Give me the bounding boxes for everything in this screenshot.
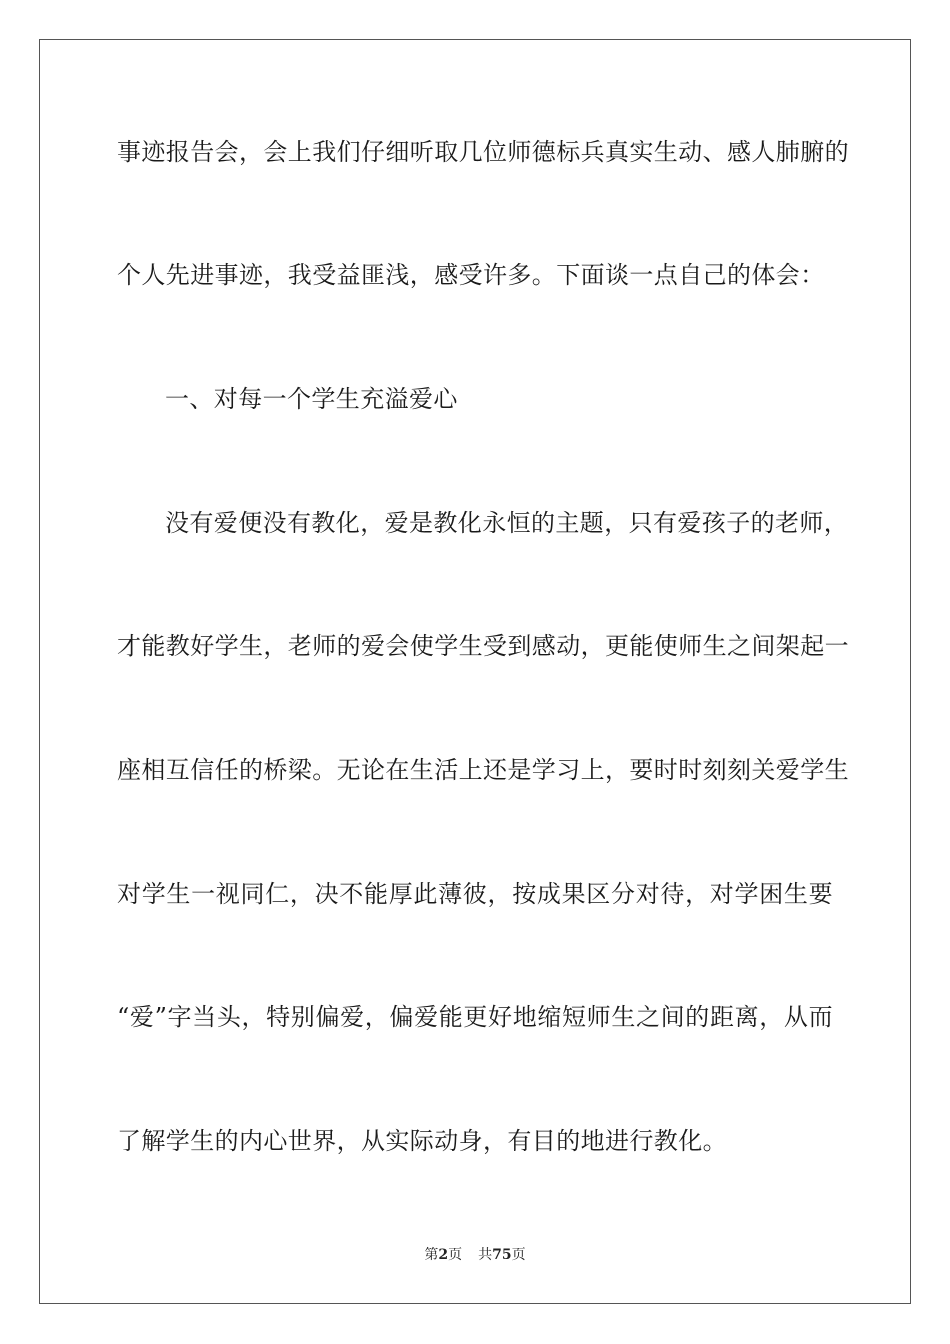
text-line-5: 才能教好学生，老师的爱会使学生受到感动，更能使师生之间架起一 (117, 632, 849, 660)
footer-page-prefix: 第 (424, 1247, 439, 1263)
footer-page-number: 2 (438, 1247, 449, 1263)
section-heading: 一、对每一个学生充溢爱心 (165, 385, 458, 413)
text-line-6: 座相互信任的桥梁。无论在生活上还是学习上，要时时刻刻关爱学生 (117, 756, 849, 784)
footer-total-prefix: 共 (478, 1247, 493, 1263)
text-line-2: 个人先进事迹，我受益匪浅，感受许多。下面谈一点自己的体会： (117, 261, 825, 289)
text-line-8: “爱”字当头，特别偏爱，偏爱能更好地缩短师生之间的距离，从而 (117, 1003, 833, 1031)
text-line-7: 对学生一视同仁，决不能厚此薄彼，按成果区分对待，对学困生要 (117, 880, 833, 908)
text-line-9: 了解学生的内心世界，从实际动身，有目的地进行教化。 (117, 1127, 727, 1155)
page-frame (39, 39, 911, 1304)
footer-page-suffix: 页 (448, 1247, 463, 1263)
text-line-4: 没有爱便没有教化，爱是教化永恒的主题，只有爱孩子的老师， (165, 509, 849, 537)
page-footer (0, 1246, 950, 1264)
footer-total-suffix: 页 (511, 1247, 526, 1263)
footer-total-pages: 75 (492, 1247, 512, 1263)
text-line-1: 事迹报告会，会上我们仔细听取几位师德标兵真实生动、感人肺腑的 (117, 138, 849, 166)
